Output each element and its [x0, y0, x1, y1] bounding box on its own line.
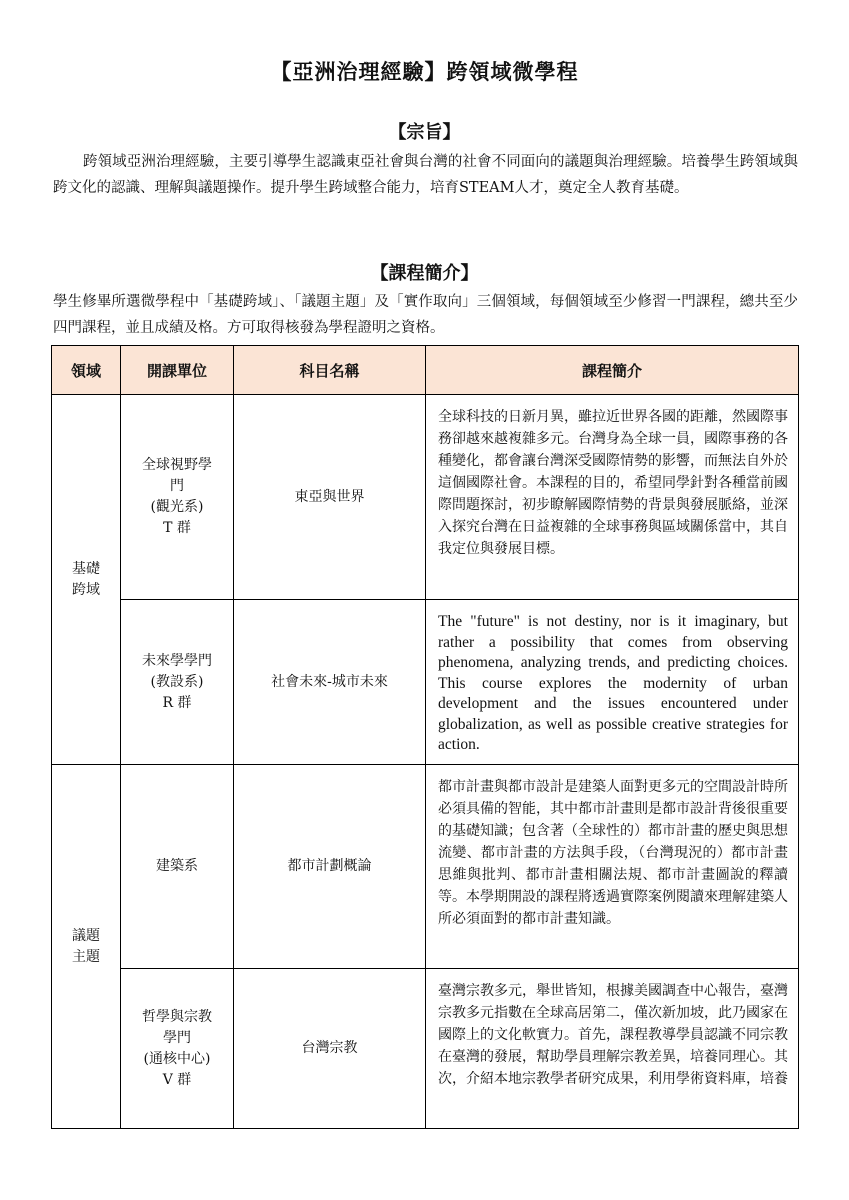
overview-heading: 【課程簡介】 [370, 263, 479, 284]
unit-line: (通核中心) [143, 1050, 211, 1067]
unit-line: R 群 [162, 694, 192, 711]
domain-label: 議題 [72, 927, 100, 944]
subject-cell: 東亞與世界 [234, 395, 426, 600]
unit-line: V 群 [162, 1071, 192, 1088]
unit-line: (觀光系) [150, 499, 204, 515]
purpose-text: 跨領域亞洲治理經驗，主要引導學生認識東亞社會與台灣的社會不同面向的議題與治理經驗。培養學生跨領域與跨文化的認識、理解與議題操作。提升學生跨域整合能力，培育STEAM人才，奠定全人教育基礎。 [53, 154, 798, 196]
unit-cell [121, 765, 234, 969]
domain-cell [52, 395, 121, 765]
table-row [52, 395, 799, 600]
subject-cell: 都市計劃概論 [234, 765, 426, 969]
page-title: 【亞洲治理經驗】跨領域微學程 [270, 59, 579, 84]
header-domain: 領域 [52, 346, 121, 395]
unit-cell [121, 600, 234, 765]
unit-line: T 群 [163, 520, 191, 536]
table-row [52, 969, 799, 1129]
table-row [52, 600, 799, 765]
header-unit: 開課單位 [121, 346, 234, 395]
unit-line: 未來學學門 [142, 652, 212, 669]
unit-cell [121, 395, 234, 600]
subject-cell: 台灣宗教 [234, 969, 426, 1129]
table-header-row [52, 346, 799, 395]
unit-line: (教設系) [150, 673, 204, 690]
unit-line: 哲學與宗教 [142, 1008, 212, 1025]
intro-cell: The "future" is not destiny, nor is it imaginary, but rather a possibility that comes from observing phenomena, analyzing trends, and predicting choices. This course explores the modernity of urban development and the issues encountered under globalization, as well as possible creative strategies for action. [426, 600, 799, 765]
domain-cell [52, 765, 121, 1129]
unit-line: 全球視野學 [142, 457, 212, 473]
unit-line: 建築系 [156, 858, 198, 874]
purpose-heading: 【宗旨】 [388, 122, 461, 143]
domain-label: 基礎 [72, 560, 100, 577]
course-table [51, 345, 799, 1129]
table-row [52, 765, 799, 969]
unit-line: 學門 [163, 1029, 191, 1046]
header-subject: 科目名稱 [234, 346, 426, 395]
header-intro: 課程簡介 [426, 346, 799, 395]
domain-label: 跨域 [72, 581, 100, 598]
intro-cell: 全球科技的日新月異，雖拉近世界各國的距離，然國際事務卻越來越複雜多元。台灣身為全球一員，國際事務的各種變化，都會讓台灣深受國際情勢的影響，而無法自外於這個國際社會。本課程的目的，希望同學針對各種當前國際問題探討，初步瞭解國際情勢的背景與發展脈絡，並深入探究台灣在日益複雜的全球事務與區域關係當中，其自我定位與發展目標。 [426, 395, 799, 600]
unit-cell [121, 969, 234, 1129]
intro-cell: 都市計畫與都市設計是建築人面對更多元的空間設計時所必須具備的智能，其中都市計畫則是都市設計背後很重要的基礎知識；包含著（全球性的）都市計畫的歷史與思想流變、都市計畫的方法與手段，（台灣現況的）都市計畫思維與批判、都市計畫相關法規、都市計畫圖說的釋讀等。本學期開設的課程將透過實際案例閱讀來理解建築人所必須面對的都市計畫知識。 [426, 765, 799, 969]
subject-cell: 社會未來-城市未來 [234, 600, 426, 765]
intro-cell: 臺灣宗教多元，舉世皆知，根據美國調查中心報告，臺灣宗教多元指數在全球高居第二，僅次新加坡，此乃國家在國際上的文化軟實力。首先，課程教導學員認識不同宗教在臺灣的發展，幫助學員理解宗教差異，培養同理心。其次，介紹本地宗教學者研究成果，利用學術資料庫，培養 [426, 969, 799, 1129]
overview-text: 學生修畢所選微學程中「基礎跨域」、「議題主題」及「實作取向」三個領域，每個領域至少修習一門課程，總共至少四門課程，並且成績及格。方可取得核發為學程證明之資格。 [53, 294, 798, 336]
unit-line: 門 [170, 478, 184, 494]
overview-paragraph [53, 289, 798, 341]
domain-label: 主題 [72, 948, 100, 965]
purpose-paragraph [53, 149, 798, 201]
